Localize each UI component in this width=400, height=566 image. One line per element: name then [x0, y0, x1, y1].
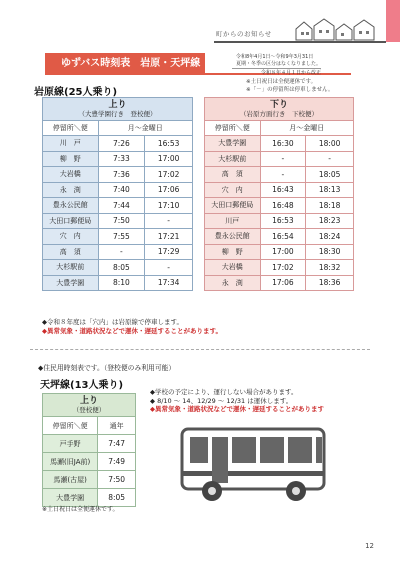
direction-sub: （岩原方面行き 下校便）: [205, 110, 354, 121]
page-title: ゆずバス時刻表 岩原・天坪線: [45, 53, 205, 75]
stop-name: 川戸: [205, 213, 261, 229]
time-cell: 17:00: [260, 244, 306, 260]
section-divider: [30, 349, 370, 350]
stop-name: 馬瀬(旧JA前): [43, 453, 98, 471]
direction-sub: （大豊学園行き 登校便）: [43, 110, 193, 121]
time-cell: -: [145, 213, 193, 229]
stop-name: 穴 内: [205, 182, 261, 198]
time-cell: 7:44: [98, 198, 145, 214]
stop-name: 大杉駅前: [205, 151, 261, 167]
time-cell: 18:36: [306, 275, 354, 291]
town-houses-icon: [292, 17, 384, 41]
validity-notice: [232, 54, 321, 77]
time-cell: 17:06: [260, 275, 306, 291]
time-cell: 7:33: [98, 151, 145, 167]
time-cell: 18:23: [306, 213, 354, 229]
time-cell: 7:26: [98, 136, 145, 152]
iwahara-note-1: ◆令和８年度は「穴内」は岩原線で停車します。: [42, 318, 183, 326]
time-cell: 7:47: [98, 435, 136, 453]
notice-line-1: 令和8年4月1日～令和9年3月31日: [236, 54, 314, 60]
direction-sub: （登校便）: [43, 406, 136, 417]
section2-title: ◆住民用時刻表です。（登校便のみ利用可能）: [38, 364, 176, 372]
col-days-header: 月～金曜日: [260, 121, 353, 136]
time-cell: 18:05: [306, 167, 354, 183]
stop-name: 大田口郵便局: [43, 213, 99, 229]
time-cell: 7:40: [98, 182, 145, 198]
time-cell: -: [260, 151, 306, 167]
stop-name: 豊永公民館: [43, 198, 99, 214]
side-tab: [386, 0, 400, 42]
stop-name: 大豊学園: [205, 136, 261, 152]
amatsubo-route-title: 天坪線(13人乗り): [40, 380, 124, 391]
iwahara-down-table: [204, 97, 354, 291]
time-cell: 17:34: [145, 275, 193, 291]
time-cell: 18:13: [306, 182, 354, 198]
direction-label: 上り: [43, 98, 193, 111]
stop-name: 馬瀬(古屋): [43, 471, 98, 489]
time-cell: -: [98, 244, 145, 260]
time-cell: 17:10: [145, 198, 193, 214]
stop-name: 豊永公民館: [205, 229, 261, 245]
bus-icon: [178, 425, 328, 505]
stop-name: 大田口郵便局: [205, 198, 261, 214]
stop-name: 大岩橋: [205, 260, 261, 276]
stop-name: 柳 野: [43, 151, 99, 167]
top-note-1: ※土日祝日は全便運休です。: [246, 79, 317, 85]
time-cell: 17:00: [145, 151, 193, 167]
notice-line-3: 令和８年４月１日から改正: [232, 68, 321, 77]
time-cell: 16:53: [145, 136, 193, 152]
top-note-2: ※「－」の停留所は停車しません。: [246, 86, 334, 93]
time-cell: -: [306, 151, 354, 167]
time-cell: 17:02: [260, 260, 306, 276]
col-stop-header: 停留所＼便: [205, 121, 261, 136]
stop-name: 穴 内: [43, 229, 99, 245]
stop-name: 大岩橋: [43, 167, 99, 183]
amatsubo-notes-right: [150, 388, 324, 414]
amatsubo-note: ※土日祝日は全便運休です。: [42, 506, 119, 513]
page-header: [214, 16, 386, 46]
iwahara-route-title: 岩原線(25人乗り): [34, 87, 118, 98]
direction-label: 上り: [43, 394, 136, 407]
header-rule: [214, 41, 386, 43]
stop-name: 大豊学園: [43, 489, 98, 507]
amatsubo-up-table: [42, 393, 136, 507]
stop-name: 永 渕: [205, 275, 261, 291]
stop-name: 大杉駅前: [43, 260, 99, 276]
time-cell: 16:53: [260, 213, 306, 229]
right-note-1: ◆学校の予定により、運行しない場合があります。: [150, 388, 298, 396]
time-cell: 16:30: [260, 136, 306, 152]
right-note-3: ◆異常気象・道路状況などで運休・遅延することがあります: [150, 405, 324, 413]
top-notes: [246, 79, 333, 94]
time-cell: 7:36: [98, 167, 145, 183]
stop-name: 川 戸: [43, 136, 99, 152]
time-cell: 8:05: [98, 260, 145, 276]
iwahara-up-table: [42, 97, 193, 291]
stop-name: 大豊学園: [43, 275, 99, 291]
time-cell: 18:30: [306, 244, 354, 260]
stop-name: 高 須: [205, 167, 261, 183]
time-cell: 7:49: [98, 453, 136, 471]
iwahara-note-2: ◆異常気象・道路状況などで運休・遅延することがあります。: [42, 327, 222, 335]
time-cell: 17:02: [145, 167, 193, 183]
time-cell: 7:50: [98, 213, 145, 229]
time-cell: 18:24: [306, 229, 354, 245]
time-cell: 16:54: [260, 229, 306, 245]
col-days-header: 月～金曜日: [98, 121, 192, 136]
direction-label: 下り: [205, 98, 354, 111]
time-cell: 8:10: [98, 275, 145, 291]
notice-line-2: 夏期・冬季の区分はなくなりました。: [236, 60, 322, 67]
time-cell: 8:05: [98, 489, 136, 507]
time-cell: 17:21: [145, 229, 193, 245]
time-cell: 16:43: [260, 182, 306, 198]
time-cell: -: [260, 167, 306, 183]
time-cell: 18:32: [306, 260, 354, 276]
time-cell: 18:18: [306, 198, 354, 214]
time-cell: 7:50: [98, 471, 136, 489]
stop-name: 柳 野: [205, 244, 261, 260]
stop-name: 永 渕: [43, 182, 99, 198]
time-cell: -: [145, 260, 193, 276]
time-cell: 7:55: [98, 229, 145, 245]
col-days-header: 通年: [98, 417, 136, 435]
time-cell: 16:48: [260, 198, 306, 214]
col-stop-header: 停留所＼便: [43, 121, 99, 136]
stop-name: 戸手野: [43, 435, 98, 453]
right-note-2: ◆ 8/10 ～ 14、12/29 ～ 12/31 は運休します。: [150, 396, 293, 405]
time-cell: 18:00: [306, 136, 354, 152]
time-cell: 17:06: [145, 182, 193, 198]
col-stop-header: 停留所＼便: [43, 417, 98, 435]
stop-name: 高 須: [43, 244, 99, 260]
header-title: 町からのお知らせ: [216, 30, 272, 38]
time-cell: 17:29: [145, 244, 193, 260]
page-number: 12: [365, 542, 374, 550]
